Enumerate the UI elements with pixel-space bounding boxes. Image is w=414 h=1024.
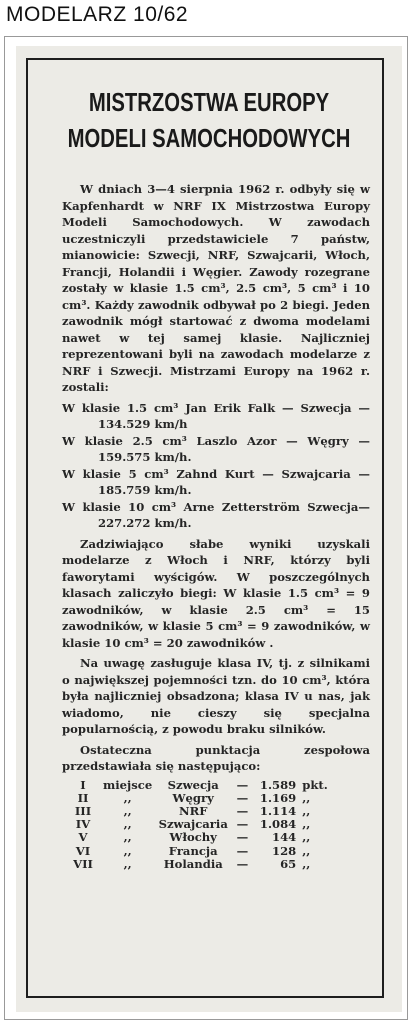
score-team: Szwecja <box>167 777 219 792</box>
score-unit: ,, <box>302 790 311 805</box>
score-unit: ,, <box>302 856 311 871</box>
score-unit: ,, <box>302 843 311 858</box>
team-scores-table <box>66 779 335 871</box>
score-dash: — <box>236 790 249 805</box>
score-dash: — <box>236 856 249 871</box>
score-team: Włochy <box>169 830 217 845</box>
score-place: I <box>80 777 86 792</box>
score-mark: ,, <box>123 817 132 832</box>
paragraph-intro: W dniach 3—4 sierpnia 1962 r. odbyły się w Kapfenhardt w NRF IX Mistrzostwa Europy Modeli Samochodowych. W zawodach uczestniczyli przedstawiciele 7 państw, mianowicie: Szwecji, NRF, Szwajcarii, Włoch, Francji, Holandii i Węgier. Zawody rozegrane zostały w klasie 1.5 cm³, 2.5 cm³, 5 cm³ i 10 cm³. Każdy zawodnik odbywał po 2 biegi. Jeden zawodnik mógł startować z dwoma modelami nawet w tej samej klasie. Najliczniej reprezentowani byli na zawodach modelarze z NRF i Szwecji. Mistrzami Europy na 1962 r. zostali: <box>62 182 370 394</box>
score-row <box>66 845 335 858</box>
score-place: VI <box>75 843 91 858</box>
score-unit: ,, <box>302 803 311 818</box>
results-list <box>62 400 370 532</box>
score-team: Węgry <box>172 790 214 805</box>
result-class-1-5: W klasie 1.5 cm³ Jan Erik Falk — Szwecja — 134.529 km/h <box>62 400 370 431</box>
result-class-5: W klasie 5 cm³ Zahnd Kurt — Szwajcaria — 185.759 km/h. <box>62 466 370 497</box>
paragraph-class-iv: Na uwagę zasługuje klasa IV, tj. z silnikami o największej pojemności tzn. do 10 cm³, która była najliczniej obsadzona; klasa IV u nas, jak wiadomo, nie cieszy się specjalna popularnością, z powodu braku silników. <box>62 656 370 736</box>
score-points: 1.589 <box>259 777 297 792</box>
score-points: 128 <box>272 843 297 858</box>
score-mark: ,, <box>123 803 132 818</box>
score-mark: ,, <box>123 843 132 858</box>
title-line-2: MODELI SAMOCHODOWYCH <box>67 123 351 153</box>
score-mark: miejsce <box>103 777 153 792</box>
paragraph-weak-results: Zadziwiająco słabe wyniki uzyskali modelarze z Włoch i NRF, którzy byli faworytami wyścigów. W poszczególnych klasach zaliczyło biegi: W klasie 1.5 cm³ = 9 zawodników, w klasie 2.5 cm³ = 15 zawodników, w klasie 5 cm³ = 9 zawodników, w klasie 10 cm³ = 20 zawodników . <box>62 536 370 650</box>
score-dash: — <box>236 843 249 858</box>
newspaper-clipping <box>16 46 402 1012</box>
score-dash: — <box>236 830 249 845</box>
score-mark: ,, <box>123 790 132 805</box>
score-team: Holandia <box>163 856 223 871</box>
scores-intro: Ostateczna punktacja zespołowa przedstawiała się następująco: <box>62 742 370 773</box>
score-unit: pkt. <box>302 777 328 792</box>
score-points: 1.114 <box>259 803 297 818</box>
result-class-2-5: W klasie 2.5 cm³ Laszlo Azor — Węgry — 159.575 km/h. <box>62 433 370 464</box>
score-team: NRF <box>178 803 208 818</box>
score-row <box>66 779 335 792</box>
score-mark: ,, <box>123 830 132 845</box>
score-unit: ,, <box>302 817 311 832</box>
score-points: 65 <box>280 856 297 871</box>
score-place: V <box>78 830 88 845</box>
score-unit: ,, <box>302 830 311 845</box>
score-team: Szwajcaria <box>158 817 228 832</box>
page-header: MODELARZ 10/62 <box>6 3 189 26</box>
title-line-1: MISTRZOSTWA EUROPY <box>88 87 330 117</box>
score-dash: — <box>236 803 249 818</box>
score-row <box>66 831 335 844</box>
score-team: Francja <box>168 843 218 858</box>
score-points: 1.169 <box>259 790 297 805</box>
score-dash: — <box>236 817 249 832</box>
score-points: 1.084 <box>259 817 297 832</box>
score-place: IV <box>75 817 91 832</box>
score-row <box>66 792 335 805</box>
score-dash: — <box>236 777 249 792</box>
score-row <box>66 858 335 871</box>
score-mark: ,, <box>123 856 132 871</box>
score-place: II <box>77 790 89 805</box>
score-place: VII <box>73 856 93 871</box>
score-points: 144 <box>272 830 297 845</box>
article-body <box>62 181 370 871</box>
article-title <box>58 84 359 156</box>
result-class-10: W klasie 10 cm³ Arne Zetterström Szwecja—227.272 km/h. <box>62 499 370 530</box>
score-place: III <box>74 803 92 818</box>
